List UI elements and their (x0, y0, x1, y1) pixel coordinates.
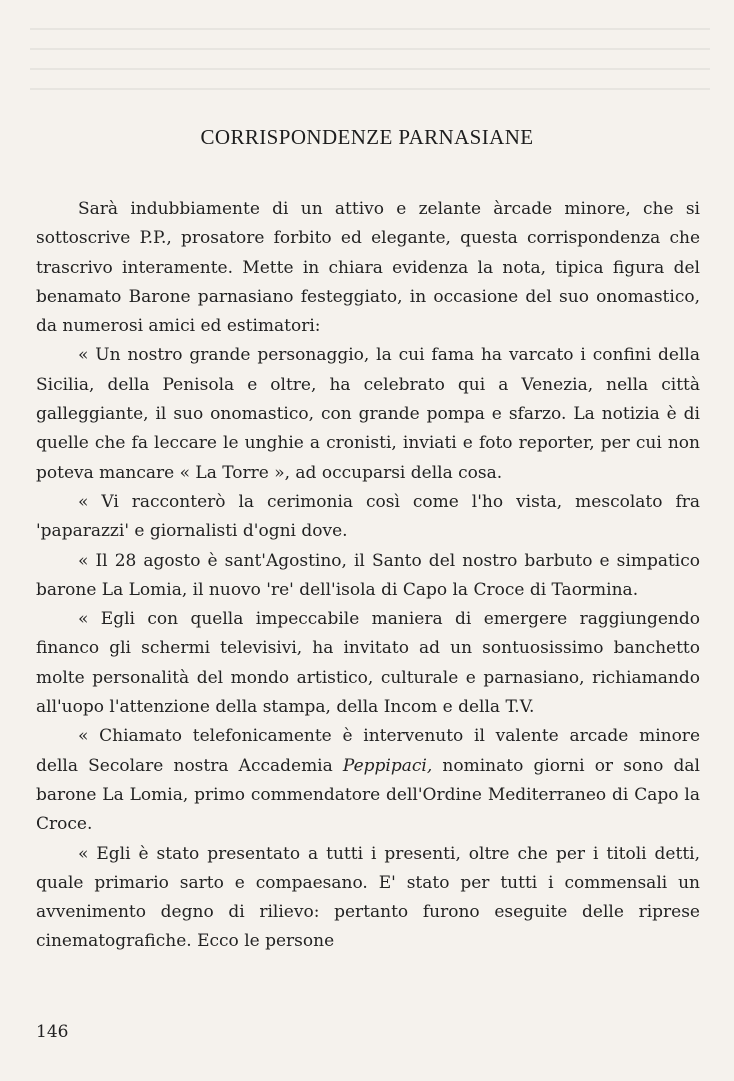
paragraph-2: « Un nostro grande personaggio, la cui fama ha varcato i confini della Sicilia, della Penisola e oltre, ha celebrato qui a Venezia, nella città galleggiante, il suo onomastico, con grande pompa e sfarzo. La notizia è di quelle che fa leccare le unghie a cronisti, inviati e foto reporter, per cui non poteva mancare « La Torre », ad occuparsi della cosa. (36, 345, 700, 483)
paragraph-7: « Egli è stato presentato a tutti i presenti, oltre che per i titoli detti, quale primario sarto e compaesano. E' stato per tutti i commensali un avvenimento degno di rilievo: pertanto furono eseguite delle riprese cinematografiche. Ecco le persone (36, 843, 700, 952)
paragraph-3: « Vi racconterò la cerimonia così come l'ho vista, mescolato fra 'paparazzi' e giornalisti d'ogni dove. (36, 491, 700, 542)
paragraph-6-emphasis: Peppipaci, (342, 755, 433, 776)
paragraph-6-end: nominato giorni or sono dal barone La Lomia, primo commendatore dell'Ordine Mediterraneo di Capo la Croce. (36, 755, 700, 835)
bleed-through-marks (30, 28, 710, 118)
chapter-title: CORRISPONDENZE PARNASIANE (200, 125, 534, 149)
paragraph-5: « Egli con quella impeccabile maniera di emergere raggiungendo financo gli schermi televisivi, ha invitato ad un sontuosissimo banchetto molte personalità del mondo artistico, culturale e parnasiano, richiamando all'uopo l'attenzione della stampa, della Incom e della T.V. (36, 609, 700, 718)
page-number: 146 (36, 1022, 69, 1042)
paragraph-6 (36, 722, 700, 839)
paragraph-6-start: « Chiamato telefonicamente è intervenuto il valente arcade minore della Secolare nostra Accademia (36, 726, 700, 776)
body-text (36, 195, 700, 957)
paragraph-1: Sarà indubbiamente di un attivo e zelante àrcade minore, che si sottoscrive P.P., prosatore forbito ed elegante, questa corrispondenza che trascrivo interamente. Mette in chiara evidenza la nota, tipica figura del benamato Barone parnasiano festeggiato, in occasione del suo onomastico, da numerosi amici ed estimatori: (36, 199, 700, 337)
paragraph-4: « Il 28 agosto è sant'Agostino, il Santo del nostro barbuto e simpatico barone La Lomia, il nuovo 're' dell'isola di Capo la Croce di Taormina. (36, 550, 700, 600)
